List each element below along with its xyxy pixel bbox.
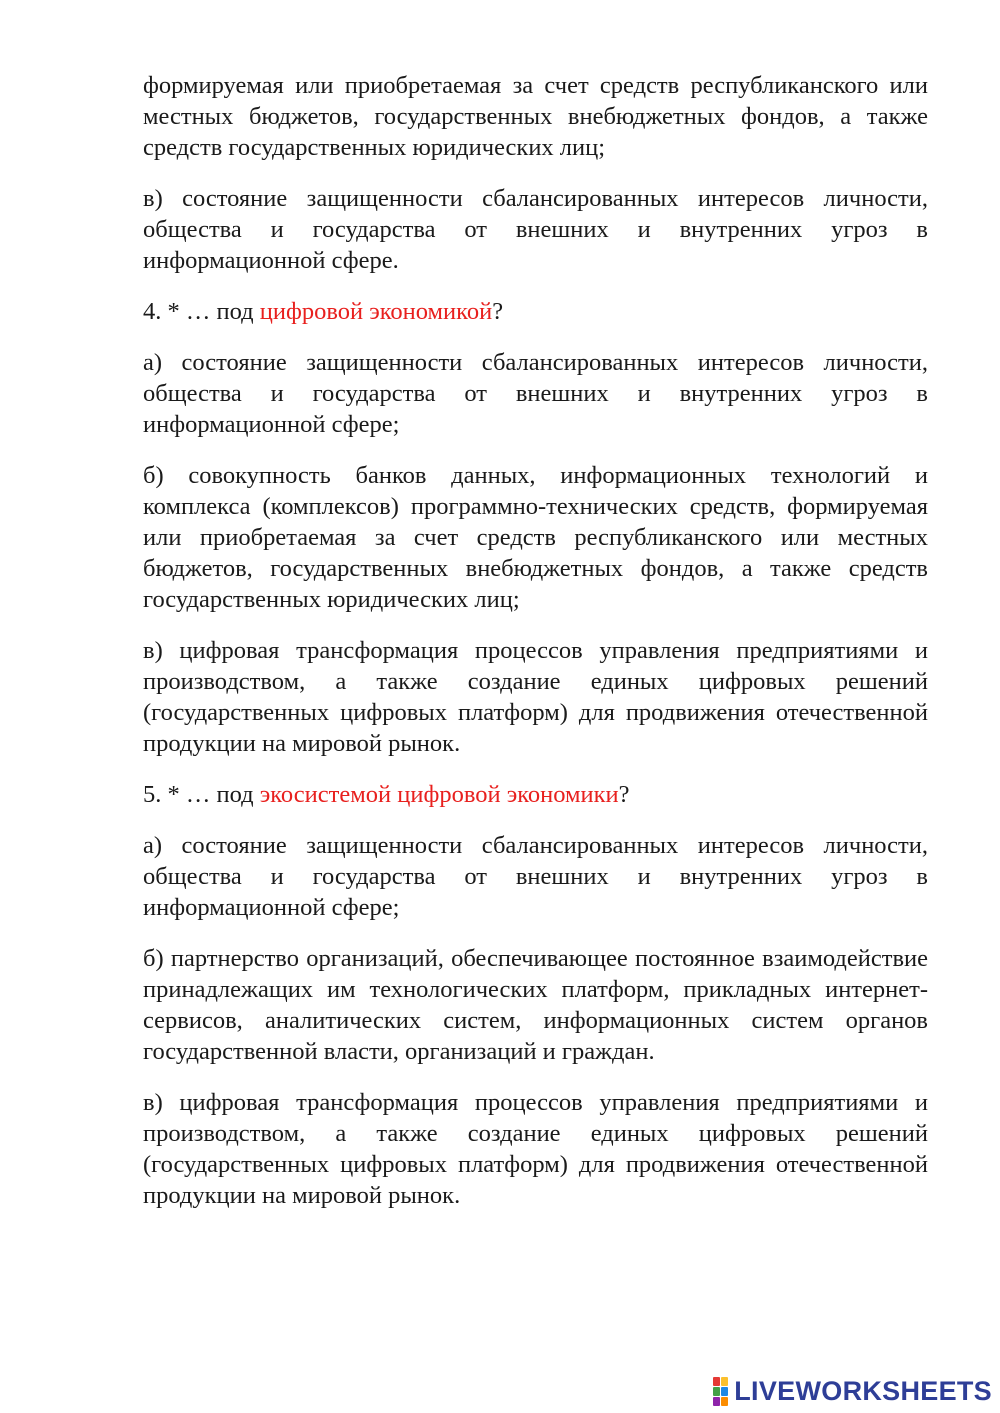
question-4-option-v: в) цифровая трансформация процессов управления предприятиями и производством, а также создание единых цифровых решений (государственных цифровых платформ) для продвижения отечественной продукции на мировой рынок.	[143, 637, 928, 757]
document-page	[143, 70, 928, 1231]
question-5-option-v: в) цифровая трансформация процессов управления предприятиями и производством, а также создание единых цифровых решений (государственных цифровых платформ) для продвижения отечественной продукции на мировой рынок.	[143, 1089, 928, 1209]
question-4-option-a: а) состояние защищенности сбалансированных интересов личности, общества и государства от внешних и внутренних угроз в информационной сфере;	[143, 349, 928, 438]
question-5-option-a: а) состояние защищенности сбалансированных интересов личности, общества и государства от внешних и внутренних угроз в информационной сфере;	[143, 832, 928, 921]
liveworksheets-logo-icon	[713, 1377, 728, 1406]
question-5-term: экосистемой цифровой экономики	[259, 781, 619, 808]
paragraph-option-v: в) состояние защищенности сбалансированных интересов личности, общества и государства от внешних и внутренних угроз в информационной сфере.	[143, 185, 928, 274]
question-5	[143, 779, 928, 810]
question-4-option-b: б) совокупность банков данных, информационных технологий и комплекса (комплексов) программно-технических средств, формируемая или приобретаемая за счет средств республиканского или местных бюджетов, государственных внебюджетных фондов, а также средств государственных юридических лиц;	[143, 462, 928, 613]
question-4	[143, 296, 928, 327]
question-5-option-b: б) партнерство организаций, обеспечивающее постоянное взаимодействие принадлежащих им технологических платформ, прикладных интернет-сервисов, аналитических систем, информационных систем органов государственной власти, организаций и граждан.	[143, 945, 928, 1065]
logo-cell	[713, 1387, 720, 1396]
question-4-prefix: 4. * … под	[143, 298, 260, 325]
question-5-suffix: ?	[618, 781, 630, 808]
logo-cell	[721, 1377, 728, 1386]
logo-cell	[713, 1397, 720, 1406]
paragraph-continuation: формируемая или приобретаемая за счет средств республиканского или местных бюджетов, государственных внебюджетных фондов, а также средств государственных юридических лиц;	[143, 72, 928, 161]
logo-cell	[721, 1387, 728, 1396]
liveworksheets-brand[interactable]	[713, 1376, 992, 1407]
logo-cell	[721, 1397, 728, 1406]
logo-cell	[713, 1377, 720, 1386]
question-4-term: цифровой экономикой	[259, 298, 493, 325]
question-4-suffix: ?	[492, 298, 504, 325]
brand-text: LIVEWORKSHEETS	[734, 1376, 992, 1406]
question-5-prefix: 5. * … под	[143, 781, 260, 808]
